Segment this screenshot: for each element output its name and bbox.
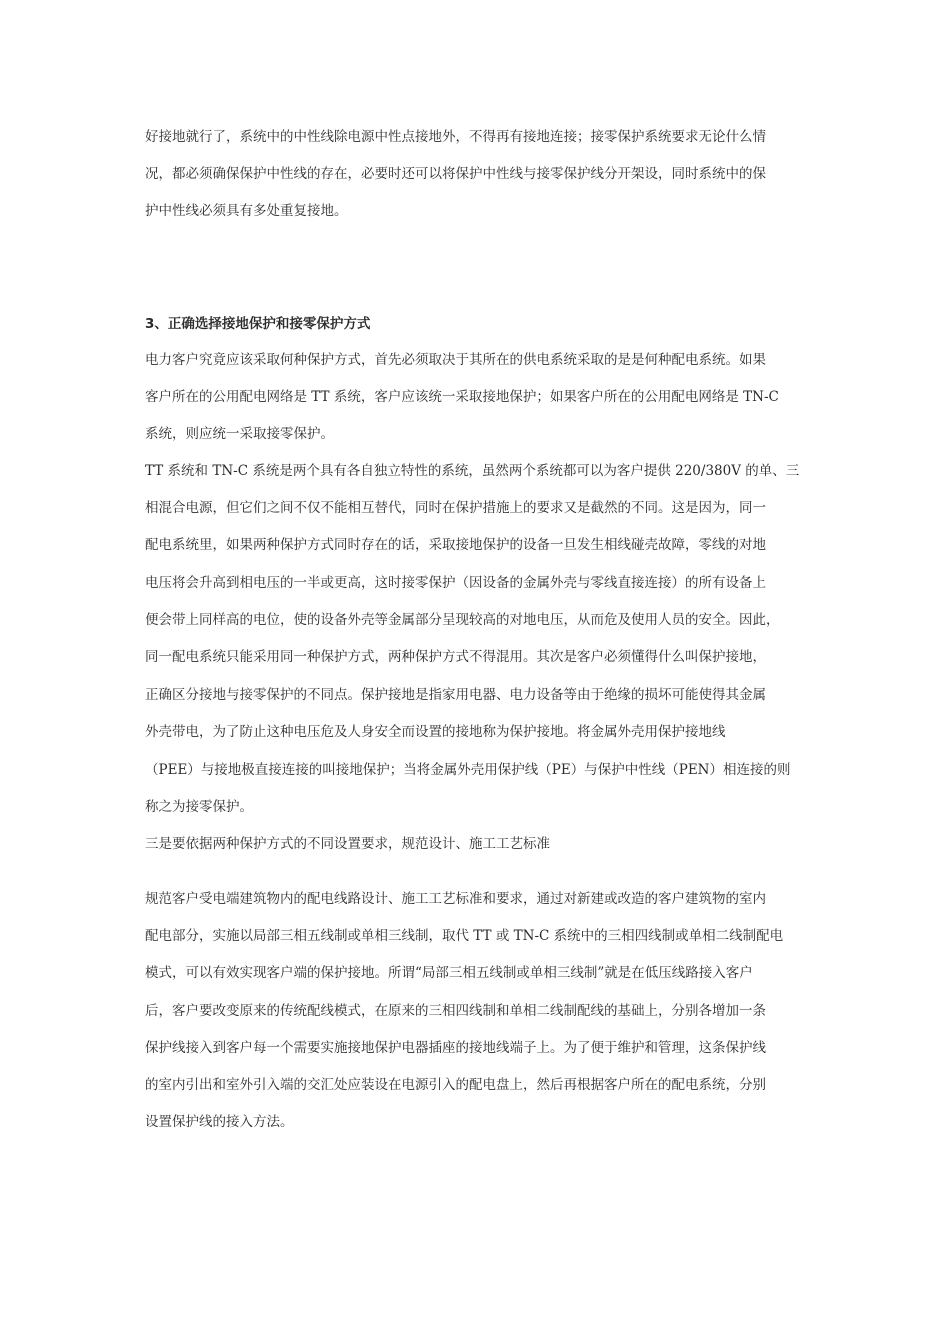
text-line: 同一配电系统只能采用同一种保护方式，两种保护方式不得混用。其次是客户必须懂得什么叫保护接地， [145,649,766,665]
text-line: （PEE）与接地极直接连接的叫接地保护；当将金属外壳用保护线（PE）与保护中性线（PEN）相连接的则 [145,762,791,778]
text-line: 护中性线必须具有多处重复接地。 [145,203,348,219]
text-line: 配电系统里，如果两种保护方式同时存在的话，采取接地保护的设备一旦发生相线碰壳故障，零线的对地 [145,537,766,553]
text-line: 保护线接入到客户每一个需要实施接地保护电器插座的接地线端子上。为了便于维护和管理，这条保护线 [145,1040,766,1056]
text-line: 好接地就行了，系统中的中性线除电源中性点接地外，不得再有接地连接；接零保护系统要求无论什么情 [145,129,766,145]
text-line: 三是要依据两种保护方式的不同设置要求，规范设计、施工工艺标准 [145,836,550,852]
text-line: 设置保护线的接入方法。 [145,1114,294,1130]
text-line: 后，客户要改变原来的传统配线模式，在原来的三相四线制和单相二线制配线的基础上，分别各增加一条 [145,1003,766,1019]
section-heading: 3、正确选择接地保护和接零保护方式 [145,316,371,332]
text-line: 电压将会升高到相电压的一半或更高，这时接零保护（因设备的金属外壳与零线直接连接）的所有设备上 [145,575,766,591]
text-line: 相混合电源，但它们之间不仅不能相互替代，同时在保护措施上的要求又是截然的不同。这是因为，同一 [145,500,766,516]
text-line: 规范客户受电端建筑物内的配电线路设计、施工工艺标准和要求，通过对新建或改造的客户建筑物的室内 [145,891,766,907]
text-line: 的室内引出和室外引入端的交汇处应装设在电源引入的配电盘上，然后再根据客户所在的配电系统，分别 [145,1077,766,1093]
text-line: 正确区分接地与接零保护的不同点。保护接地是指家用电器、电力设备等由于绝缘的损坏可能使得其金属 [145,687,766,703]
text-line: 外壳带电，为了防止这种电压危及人身安全而设置的接地称为保护接地。将金属外壳用保护接地线 [145,724,726,740]
text-line: 便会带上同样高的电位，使的设备外壳等金属部分呈现较高的对地电压，从而危及使用人员的安全。因此， [145,612,780,628]
text-line: 电力客户究竟应该采取何种保护方式，首先必须取决于其所在的供电系统采取的是是何种配电系统。如果 [145,352,766,368]
text-line: 称之为接零保护。 [145,799,253,815]
text-line: 配电部分，实施以局部三相五线制或单相三线制，取代 TT 或 TN-C 系统中的三相四线制或单相二线制配电 [145,928,784,944]
text-line: TT 系统和 TN-C 系统是两个具有各自独立特性的系统，虽然两个系统都可以为客户提供 220/380V 的单、三 [145,463,800,479]
text-line: 模式，可以有效实现客户端的保护接地。所谓“局部三相五线制或单相三线制”就是在低压线路接入客户 [145,965,753,981]
text-line: 况，都必须确保保护中性线的存在，必要时还可以将保护中性线与接零保护线分开架设，同时系统中的保 [145,166,766,182]
text-line: 系统，则应统一采取接零保护。 [145,426,334,442]
text-line: 客户所在的公用配电网络是 TT 系统，客户应该统一采取接地保护；如果客户所在的公用配电网络是 TN-C [145,389,779,405]
